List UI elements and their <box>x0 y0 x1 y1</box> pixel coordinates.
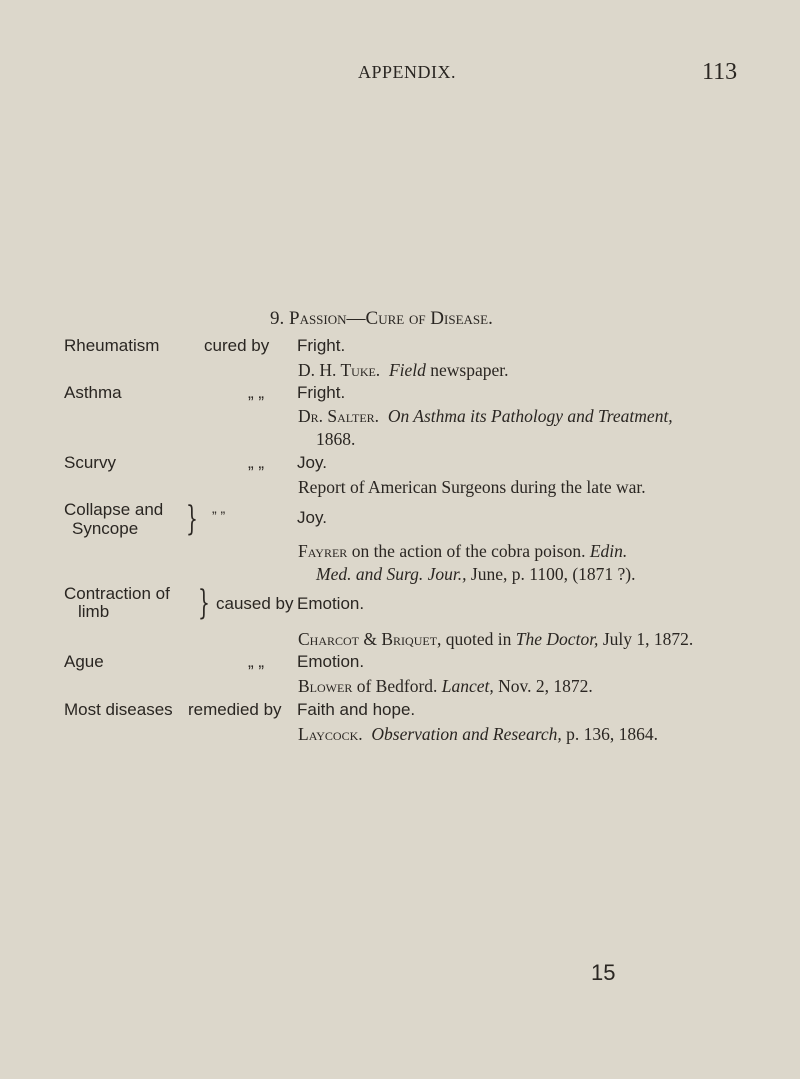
source-american-surgeons: Report of American Surgeons during the late war. <box>298 477 646 497</box>
source-tuke: D. H. Tuke. Field newspaper. <box>298 360 509 380</box>
connector-caused-by: caused by <box>216 594 294 613</box>
brace-icon: } <box>198 583 210 623</box>
running-title: APPENDIX. <box>358 62 457 82</box>
remedy-faith-hope: Faith and hope. <box>297 700 416 719</box>
disease-scurvy: Scurvy <box>64 453 116 472</box>
sheet-number: 15 <box>591 960 616 985</box>
section-title: Passion—Cure of Disease. <box>289 308 493 329</box>
remedy-fright: Fright. <box>297 383 346 402</box>
ditto-mark: „ „ <box>248 652 265 671</box>
brace-icon: } <box>186 499 198 539</box>
remedy-fright: Fright. <box>297 336 346 355</box>
disease-asthma: Asthma <box>64 383 122 402</box>
source-salter-year: 1868. <box>316 429 356 449</box>
connector-cured-by: cured by <box>204 336 270 355</box>
section-heading <box>270 308 493 330</box>
disease-most-diseases: Most diseases <box>64 700 173 719</box>
ditto-mark: ” ” <box>212 508 226 524</box>
remedy-emotion: Emotion. <box>297 594 365 613</box>
source-charcot: Charcot & Briquet, quoted in The Doctor, July 1, 1872. <box>298 629 694 649</box>
connector-remedied-by: remedied by <box>188 700 282 719</box>
source-blower: Blower of Bedford. Lancet, Nov. 2, 1872. <box>298 676 593 696</box>
disease-ague: Ague <box>64 652 104 671</box>
disease-contraction-line1: Contraction of <box>64 584 170 603</box>
page-number: 113 <box>702 59 738 85</box>
source-fayrer-cont: Med. and Surg. Jour., June, p. 1100, (1871 ?). <box>316 564 636 584</box>
source-laycock: Laycock. Observation and Research, p. 136, 1864. <box>298 724 658 744</box>
disease-collapse-line2: Syncope <box>72 519 139 538</box>
disease-collapse-line1: Collapse and <box>64 500 164 519</box>
disease-rheumatism: Rheumatism <box>64 336 160 355</box>
ditto-mark: „ „ <box>248 383 265 402</box>
remedy-joy: Joy. <box>297 508 327 527</box>
source-fayrer: Fayrer on the action of the cobra poison. Edin. <box>298 541 628 561</box>
section-number: 9. <box>270 308 285 329</box>
ditto-mark: „ „ <box>248 453 265 472</box>
remedy-emotion: Emotion. <box>297 652 365 671</box>
source-salter: Dr. Salter. On Asthma its Pathology and Treatment, <box>298 406 673 426</box>
remedy-joy: Joy. <box>297 453 327 472</box>
disease-contraction-line2: limb <box>78 602 110 621</box>
